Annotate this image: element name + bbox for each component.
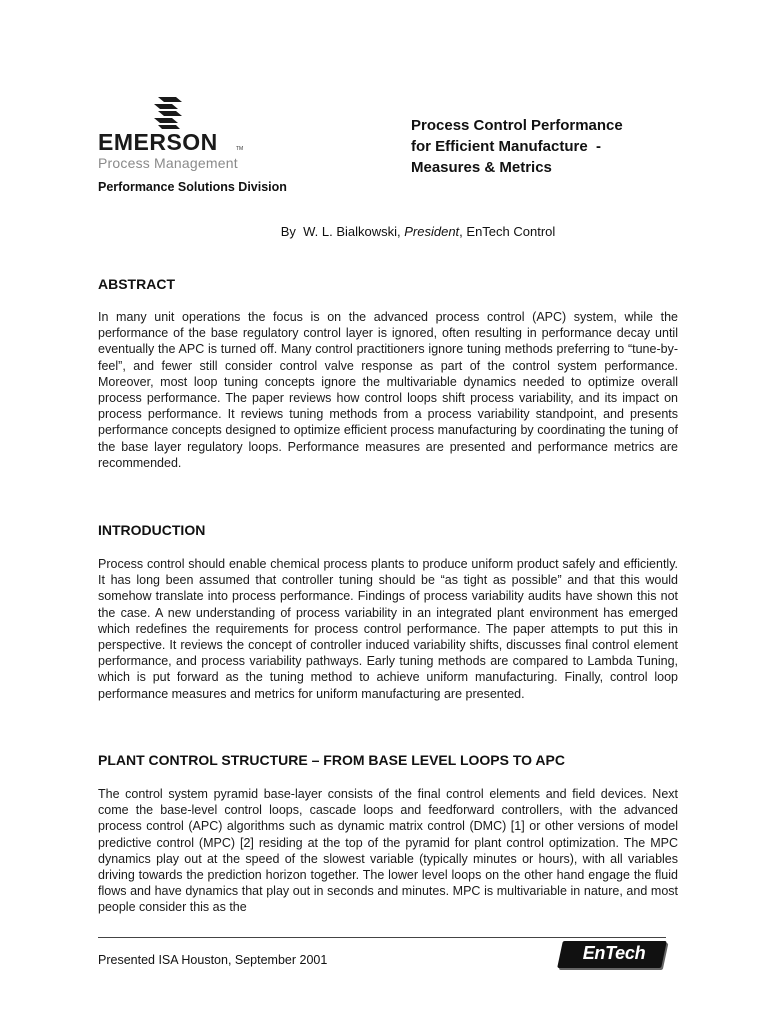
introduction-body: Process control should enable chemical process plants to produce uniform product safely and efficiently. It has long been assumed that controller tuning should be “as tight as possible” and that this would somehow translate into process performance. Findings of process variability audits have shown this not the case. A new understanding of process variability in an integrated plant environment has emerged which redefines the requirements for process control performance. The paper attempts to put this in perspective. It reviews the concept of controller induced variability shifts, discusses final control element performance, and process variability pathways. Early tuning methods are compared to Lambda Tuning, which is put forward as the tuning method to achieve uniform manufacturing. Finally, control loop performance measures and metrics for uniform manufacturing are presented.	[98, 557, 678, 701]
trademark-symbol: TM	[236, 146, 244, 152]
emerson-wordmark: EMERSON	[98, 129, 218, 155]
byline-suffix: , EnTech Control	[459, 224, 556, 239]
introduction-heading: INTRODUCTION	[98, 522, 206, 538]
title-line-1: Process Control Performance	[411, 117, 623, 134]
emerson-logo-icon	[148, 95, 188, 133]
author-byline	[0, 224, 768, 239]
logo-subtitle: Process Management	[98, 155, 238, 171]
abstract-body: In many unit operations the focus is on the advanced process control (APC) system, while the performance of the base regulatory control layer is ignored, often resulting in performance decay until eventually the APC is turned off. Many control practitioners ignore tuning methods preferring to “tune-by-feel”, and fewer still consider control valve response as part of the control system performance. Moreover, most loop tuning concepts ignore the multivariable dynamics needed to optimize overall process performance. The paper reviews how control loops shift process variability, and its impact on process performance. It reviews tuning methods from a process variability standpoint, and presents performance concepts designed to optimize efficient process manufacturing by coordinating the tuning of the base layer regulatory loops. Performance measures are presented and performance metrics are recommended.	[98, 310, 678, 470]
plant-control-heading: PLANT CONTROL STRUCTURE – FROM BASE LEVEL LOOPS TO APC	[98, 752, 565, 768]
abstract-heading: ABSTRACT	[98, 276, 175, 292]
footer-divider	[98, 937, 666, 938]
title-line-3: Measures & Metrics	[411, 159, 552, 176]
byline-role: President	[404, 224, 460, 239]
document-title	[411, 115, 711, 178]
footer-text: Presented ISA Houston, September 2001	[98, 953, 328, 967]
title-line-2: for Efficient Manufacture -	[411, 138, 602, 155]
division-name: Performance Solutions Division	[98, 180, 287, 194]
entech-logo-text: EnTech	[582, 943, 646, 963]
byline-prefix: By W. L. Bialkowski,	[280, 224, 405, 239]
plant-control-body: The control system pyramid base-layer consists of the final control elements and field devices. Next come the base-level control loops, cascade loops and feedforward controllers, with the advanced process control (APC) algorithms such as dynamic matrix control (DMC) [1] or other versions of model predictive control (MPC) [2] residing at the top of the pyramid for plant control optimization. The MPC dynamics play out at the speed of the slowest variable (typically minutes or hours), with all variables driving towards the prediction horizon together. The lower level loops on the other hand engage the fluid flows and have dynamics that play out in seconds and minutes. MPC is multivariable in nature, and most people consider this as the	[98, 787, 678, 915]
